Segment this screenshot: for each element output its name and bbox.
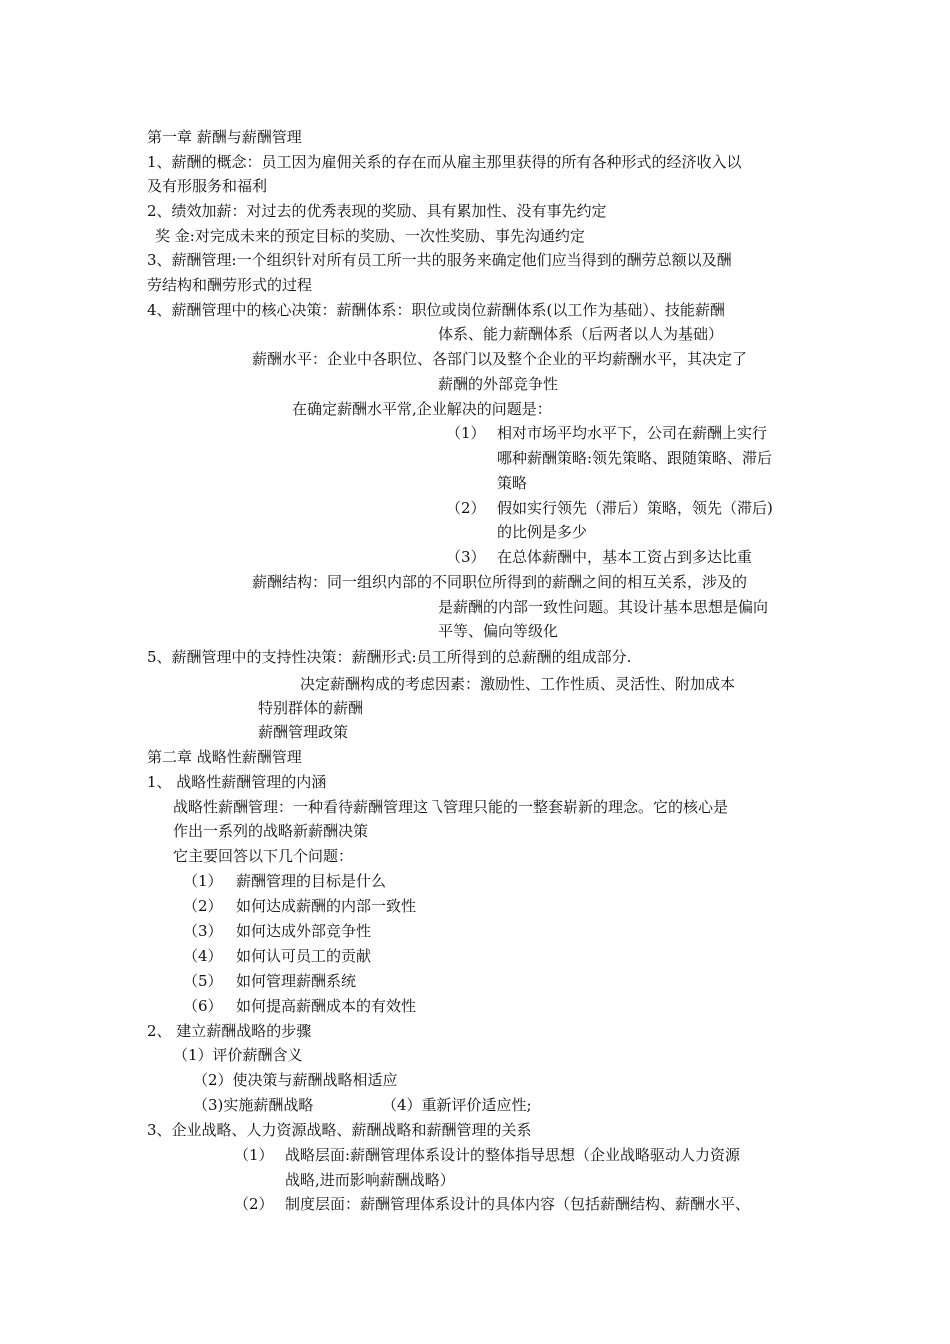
text-line: 的比例是多少 xyxy=(497,523,588,541)
text-line: 制度层面：薪酬管理体系设计的具体内容（包括薪酬结构、薪酬水平、 xyxy=(285,1195,751,1213)
text-line: 2、 建立薪酬战略的步骤 xyxy=(147,1022,312,1040)
text-line: 相对市场平均水平下，公司在薪酬上实行 xyxy=(497,424,768,442)
chapter-2-title: 第二章 战略性薪酬管理 xyxy=(147,748,302,766)
list-marker: （6） xyxy=(183,997,223,1015)
text-line: 战略,进而影响薪酬战略） xyxy=(285,1171,455,1189)
text-line: 假如实行领先（滞后）策略，领先（滞后) xyxy=(497,499,773,517)
text-line: （4）重新评价适应性; xyxy=(382,1096,532,1114)
text-line: 薪酬的外部竞争性 xyxy=(438,375,559,393)
text-line: 是薪酬的内部一致性问题。其设计基本思想是偏向 xyxy=(438,598,769,616)
text-line: 奖 金:对完成未来的预定目标的奖励、一次性奖励、事先沟通约定 xyxy=(155,227,585,245)
text-line: 哪种薪酬策略:领先策略、跟随策略、滞后 xyxy=(497,449,773,467)
text-line: 1、 战略性薪酬管理的内涵 xyxy=(147,773,327,791)
text-line: 作出一系列的战略新薪酬决策 xyxy=(173,822,369,840)
text-line: 1、薪酬的概念：员工因为雇佣关系的存在而从雇主那里获得的所有各种形式的经济收入以 xyxy=(147,153,742,171)
text-line: （1）评价薪酬含义 xyxy=(173,1046,303,1064)
list-marker: （4） xyxy=(183,947,223,965)
text-line: （2）使决策与薪酬战略相适应 xyxy=(193,1071,398,1089)
text-line: 如何管理薪酬系统 xyxy=(236,972,357,990)
chapter-1-title: 第一章 薪酬与薪酬管理 xyxy=(147,128,302,146)
text-line: 特别群体的薪酬 xyxy=(258,699,364,717)
list-marker: （2） xyxy=(446,499,486,517)
text-line: 平等、偏向等级化 xyxy=(438,622,559,640)
text-line: 策略 xyxy=(497,474,528,492)
text-line: 4、薪酬管理中的核心决策：薪酬体系：职位或岗位薪酬体系(以工作为基础）、技能薪酬 xyxy=(147,301,725,319)
list-marker: （5） xyxy=(183,972,223,990)
text-line: 战略层面:薪酬管理体系设计的整体指导思想（企业战略驱动人力资源 xyxy=(285,1146,741,1164)
text-line: 薪酬水平：企业中各职位、各部门以及整个企业的平均薪酬水平，其决定了 xyxy=(252,350,748,368)
text-line: 它主要回答以下几个问题： xyxy=(173,847,354,865)
text-line: 如何提高薪酬成本的有效性 xyxy=(236,997,417,1015)
list-marker: （2） xyxy=(234,1195,274,1213)
list-marker: （3） xyxy=(446,548,486,566)
text-line: 在确定薪酬水平常,企业解决的问题是： xyxy=(292,400,552,418)
text-line: 如何达成薪酬的内部一致性 xyxy=(236,897,417,915)
text-line: 及有形服务和福利 xyxy=(147,177,268,195)
text-line: 薪酬管理的目标是什么 xyxy=(236,872,387,890)
list-marker: （1） xyxy=(234,1146,274,1164)
list-marker: （3） xyxy=(183,922,223,940)
text-line: 2、绩效加薪：对过去的优秀表现的奖励、具有累加性、没有事先约定 xyxy=(147,202,607,220)
text-line: 决定薪酬构成的考虑因素：激励性、工作性质、灵活性、附加成本 xyxy=(300,675,736,693)
text-line: 体系、能力薪酬体系（后两者以人为基础） xyxy=(438,325,724,343)
list-marker: （1） xyxy=(446,424,486,442)
text-line: 如何认可员工的贡献 xyxy=(236,947,372,965)
text-line: 薪酬结构：同一组织内部的不同职位所得到的薪酬之间的相互关系，涉及的 xyxy=(252,573,748,591)
text-line: 在总体薪酬中，基本工资占到多达比重 xyxy=(497,548,753,566)
text-line: （3)实施薪酬战略 xyxy=(193,1096,314,1114)
text-line: 劳结构和酬劳形式的过程 xyxy=(147,276,313,294)
text-line: 如何达成外部竞争性 xyxy=(236,922,372,940)
text-line: 5、薪酬管理中的支持性决策：薪酬形式:员工所得到的总薪酬的组成部分. xyxy=(147,648,632,666)
list-marker: （2） xyxy=(183,897,223,915)
list-marker: （1） xyxy=(183,872,223,890)
text-line: 3、企业战略、人力资源战略、薪酬战略和薪酬管理的关系 xyxy=(147,1121,532,1139)
text-line: 战略性薪酬管理：一种看待薪酬管理这乁管理只能的一整套崭新的理念。它的核心是 xyxy=(173,798,729,816)
text-line: 3、薪酬管理:一个组织针对所有员工所一共的服务来确定他们应当得到的酬劳总额以及酬 xyxy=(147,251,732,269)
text-line: 薪酬管理政策 xyxy=(258,723,349,741)
